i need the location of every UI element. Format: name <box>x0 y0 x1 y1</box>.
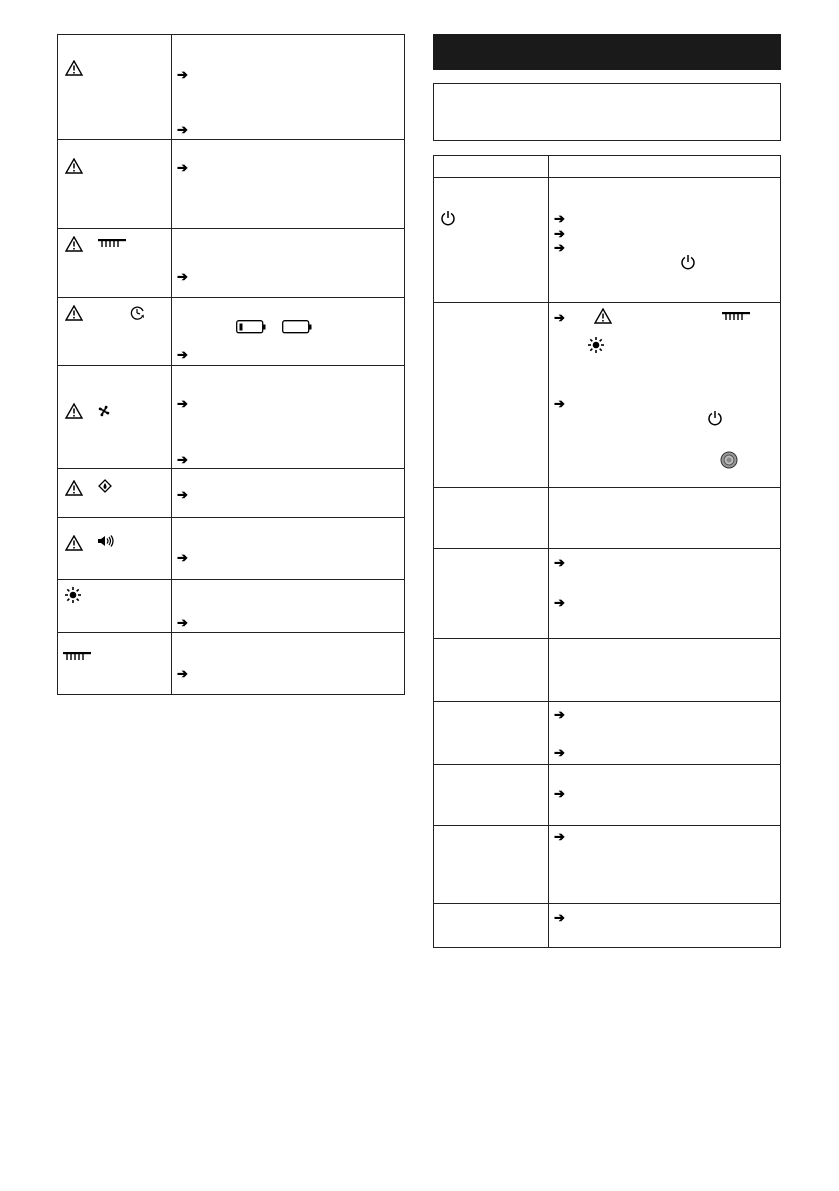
arrow-right-icon: ➔ <box>554 910 565 925</box>
arrow-right-icon: ➔ <box>554 211 565 226</box>
intro-note-box <box>433 83 781 141</box>
table-row <box>434 825 780 903</box>
heater-bar-icon <box>98 239 126 249</box>
table-row <box>58 35 404 139</box>
arrow-right-icon: ➔ <box>177 122 188 137</box>
arrow-right-icon: ➔ <box>554 396 565 411</box>
table-header-row <box>434 156 780 177</box>
table-row <box>58 297 404 365</box>
arrow-right-icon: ➔ <box>177 550 188 565</box>
arrow-right-icon: ➔ <box>554 595 565 610</box>
warning-icon <box>65 403 83 419</box>
dial-knob-icon <box>720 451 738 469</box>
arrow-right-icon: ➔ <box>554 829 565 844</box>
table-row <box>434 764 780 825</box>
table-row <box>434 903 780 948</box>
fan-icon <box>97 404 111 418</box>
right-troubleshooting-table <box>433 155 781 948</box>
arrow-right-icon: ➔ <box>554 786 565 801</box>
table-row <box>434 701 780 764</box>
table-row <box>58 632 404 695</box>
arrow-right-icon: ➔ <box>554 555 565 570</box>
table-row <box>58 579 404 632</box>
table-row <box>434 638 780 701</box>
arrow-right-icon: ➔ <box>177 666 188 681</box>
battery-low-icon <box>236 320 266 334</box>
left-troubleshooting-table <box>57 34 405 695</box>
power-icon <box>440 210 456 226</box>
warning-icon <box>65 60 83 76</box>
arrow-right-icon: ➔ <box>177 269 188 284</box>
water-tank-icon <box>98 479 112 493</box>
section-header-bar <box>433 34 781 70</box>
table-row <box>434 548 780 638</box>
arrow-right-icon: ➔ <box>554 310 565 325</box>
arrow-right-icon: ➔ <box>177 347 188 362</box>
arrow-right-icon: ➔ <box>177 396 188 411</box>
table-row <box>58 468 404 517</box>
table-row <box>434 487 780 548</box>
heater-bar-icon <box>722 312 750 322</box>
warning-icon <box>594 308 612 324</box>
table-row <box>58 517 404 579</box>
warning-icon <box>65 305 83 321</box>
arrow-right-icon: ➔ <box>554 240 565 255</box>
arrow-right-icon: ➔ <box>554 707 565 722</box>
table-row <box>58 365 404 468</box>
timer-icon <box>130 305 146 321</box>
power-icon <box>707 410 723 426</box>
speaker-icon <box>97 534 115 548</box>
arrow-right-icon: ➔ <box>177 487 188 502</box>
table-row <box>58 228 404 297</box>
warning-icon <box>65 236 83 252</box>
warning-icon <box>65 535 83 551</box>
arrow-right-icon: ➔ <box>177 67 188 82</box>
warning-icon <box>65 158 83 174</box>
sun-icon <box>64 586 82 604</box>
sun-icon <box>587 336 605 354</box>
table-row <box>434 177 780 302</box>
battery-empty-icon <box>282 320 312 334</box>
power-icon <box>680 254 696 270</box>
table-row <box>58 139 404 228</box>
heater-bar-icon <box>63 652 91 662</box>
arrow-right-icon: ➔ <box>177 160 188 175</box>
arrow-right-icon: ➔ <box>177 615 188 630</box>
table-row <box>434 302 780 487</box>
warning-icon <box>65 480 83 496</box>
arrow-right-icon: ➔ <box>554 226 565 241</box>
arrow-right-icon: ➔ <box>554 745 565 760</box>
arrow-right-icon: ➔ <box>177 452 188 467</box>
